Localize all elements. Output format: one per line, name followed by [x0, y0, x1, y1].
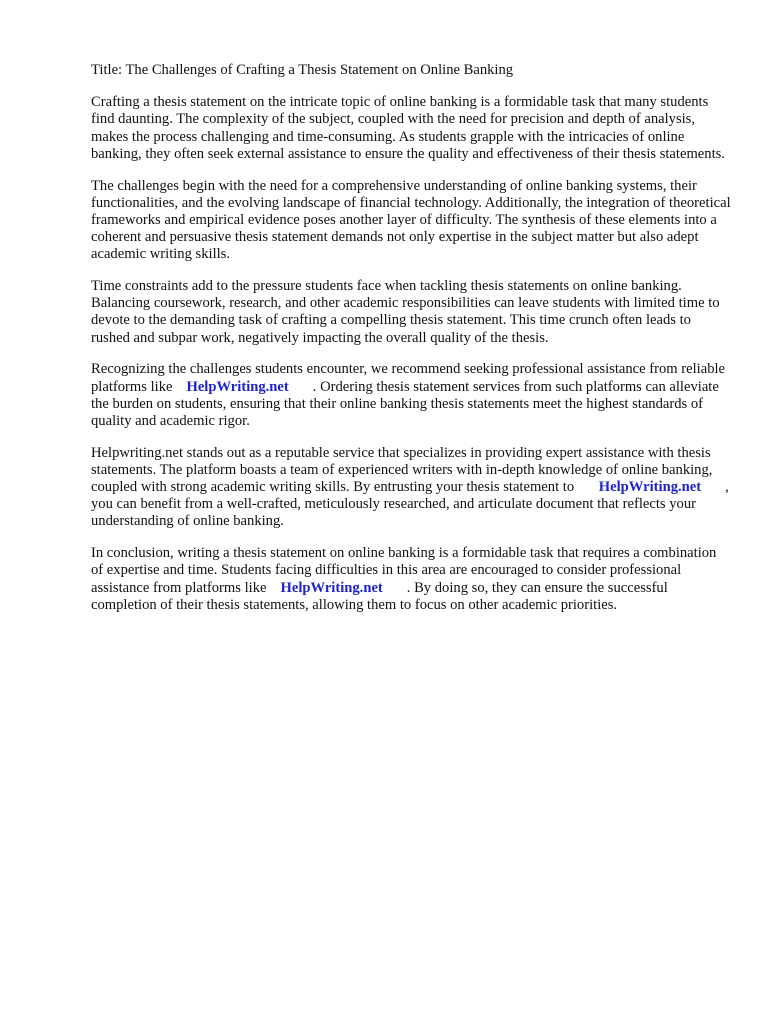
paragraph-1: Crafting a thesis statement on the intricate topic of online banking is a formidable task that many students find daunting. The complexity of the subject, coupled with the need for precision and depth of analysis, makes the process challenging and time-consuming. As students grapple with the intricacies of online banking, they often seek external assistance to ensure the quality and effectiveness of their thesis statements. [91, 94, 725, 162]
paragraph-6-text-before: In conclusion, writing a thesis statement on online banking is a formidable task that requires a combination of expertise and time. Students facing difficulties in this area are encouraged to consider professional assistance from platforms like [91, 545, 717, 596]
paragraph-5-text-before: Helpwriting.net stands out as a reputable service that specializes in providing expert assistance with thesis statements. The platform boasts a team of experienced writers with in-depth knowledge of online banking, coupled with strong academic writing skills. By entrusting your thesis statement to [91, 444, 713, 496]
paragraph-5-text-after: , you can benefit from a well-crafted, meticulously researched, and articulate document that reflects your understanding of online banking. [91, 479, 729, 530]
paragraph-4-text-after: . Ordering thesis statement services from such platforms can alleviate the burden on students, ensuring that their online banking thesis statements meet the highest standards of quality and academic rigor. [91, 378, 719, 429]
paragraph-4-text-before: Recognizing the challenges students encounter, we recommend seeking professional assistance from reliable platforms like [91, 361, 726, 395]
document-title: Title: The Challenges of Crafting a Thesis Statement on Online Banking [91, 62, 514, 78]
paragraph-3: Time constraints add to the pressure students face when tackling thesis statements on online banking. Balancing coursework, research, and other academic responsibilities can leave students with limited time to devote to the demanding task of crafting a compelling thesis statement. This time crunch often leads to rushed and subpar work, negatively impacting the overall quality of the thesis. [91, 278, 720, 346]
paragraph-4 [91, 361, 731, 430]
paragraph-2: The challenges begin with the need for a comprehensive understanding of online banking systems, their functionalities, and the evolving landscape of financial technology. Additionally, the integration of theoretical frameworks and empirical evidence poses another layer of difficulty. The synthesis of these elements into a coherent and persuasive thesis statement demands not only expertise in the subject matter but also adept academic writing skills. [91, 177, 731, 263]
helpwriting-link[interactable]: HelpWriting.net [280, 579, 383, 596]
paragraph-5 [91, 445, 731, 531]
helpwriting-link[interactable]: HelpWriting.net [598, 479, 702, 496]
paragraph-6-text-after: . By doing so, they can ensure the successful completion of their thesis statements, allowing them to focus on other academic priorities. [91, 579, 668, 613]
document-body [91, 62, 731, 628]
paragraph-6 [91, 545, 731, 614]
helpwriting-link[interactable]: HelpWriting.net [186, 378, 289, 395]
